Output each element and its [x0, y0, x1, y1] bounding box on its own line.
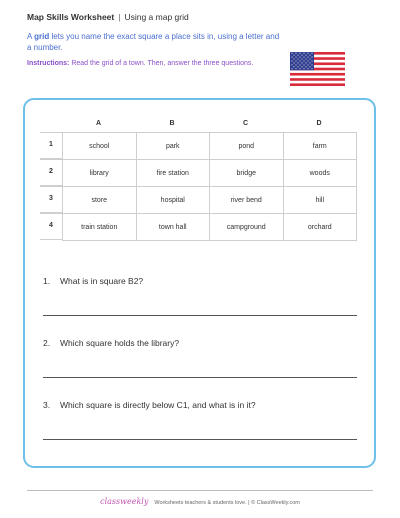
- grid-cell-d3: hill: [283, 187, 357, 214]
- grid-cell-b4: town hall: [136, 214, 210, 241]
- worksheet-title-bold: Map Skills Worksheet: [27, 12, 115, 22]
- grid-cell-b1: park: [136, 133, 210, 160]
- grid-cell-a4: train station: [63, 214, 137, 241]
- answer-line-2[interactable]: [43, 377, 357, 378]
- instructions-label: Instructions:: [27, 60, 70, 67]
- grid-cell-d1: farm: [283, 133, 357, 160]
- row-header-2: 2: [49, 168, 53, 175]
- grid-cell-b2: fire station: [136, 160, 210, 187]
- town-map-grid: [62, 132, 357, 241]
- question-number: 1.: [43, 276, 51, 286]
- us-flag-icon: [290, 52, 345, 86]
- question-2: [43, 338, 179, 348]
- brand-logo: classweekly: [100, 497, 149, 506]
- grid-cell-d4: orchard: [283, 214, 357, 241]
- grid-cell-a3: store: [63, 187, 137, 214]
- grid-cell-b3: hospital: [136, 187, 210, 214]
- row-header-3: 3: [49, 195, 53, 202]
- grid-cell-c4: campground: [210, 214, 284, 241]
- row-header-4: 4: [49, 222, 53, 229]
- instructions-body: Read the grid of a town. Then, answer the three questions.: [69, 60, 254, 67]
- question-3: [43, 400, 256, 410]
- table-row: [63, 133, 357, 160]
- grid-cell-a2: library: [63, 160, 137, 187]
- footer: [0, 497, 400, 506]
- question-number: 3.: [43, 400, 51, 410]
- grid-cell-c1: pond: [210, 133, 284, 160]
- grid-cell-c2: bridge: [210, 160, 284, 187]
- worksheet-subtitle: Using a map grid: [124, 12, 189, 22]
- table-row: [63, 214, 357, 241]
- grid-cell-a1: school: [63, 133, 137, 160]
- question-text: Which square holds the library?: [60, 338, 180, 348]
- footer-divider: [27, 490, 373, 491]
- instructions-text: [27, 59, 287, 69]
- question-text: What is in square B2?: [60, 276, 144, 286]
- grid-cell-c3: river bend: [210, 187, 284, 214]
- table-row: [63, 187, 357, 214]
- question-1: [43, 276, 143, 286]
- question-number: 2.: [43, 338, 51, 348]
- intro-body: lets you name the exact square a place sits in, using a letter and a number.: [27, 32, 280, 52]
- column-header-a: A: [95, 120, 102, 127]
- answer-line-3[interactable]: [43, 439, 357, 440]
- intro-prefix: A: [27, 32, 35, 41]
- column-header-b: B: [169, 120, 175, 127]
- intro-text: [27, 31, 282, 53]
- answer-line-1[interactable]: [43, 315, 357, 316]
- column-header-d: D: [316, 120, 322, 127]
- question-text: Which square is directly below C1, and what is in it?: [60, 400, 256, 410]
- title-separator: |: [118, 12, 121, 22]
- intro-term: grid: [34, 32, 50, 41]
- table-row: [63, 160, 357, 187]
- row-header-1: 1: [49, 141, 53, 148]
- column-header-c: C: [242, 120, 249, 127]
- footer-text: Worksheets teachers & students love. | © ClassWeekly.com: [154, 500, 300, 506]
- grid-cell-d2: woods: [283, 160, 357, 187]
- worksheet-title: [27, 12, 189, 22]
